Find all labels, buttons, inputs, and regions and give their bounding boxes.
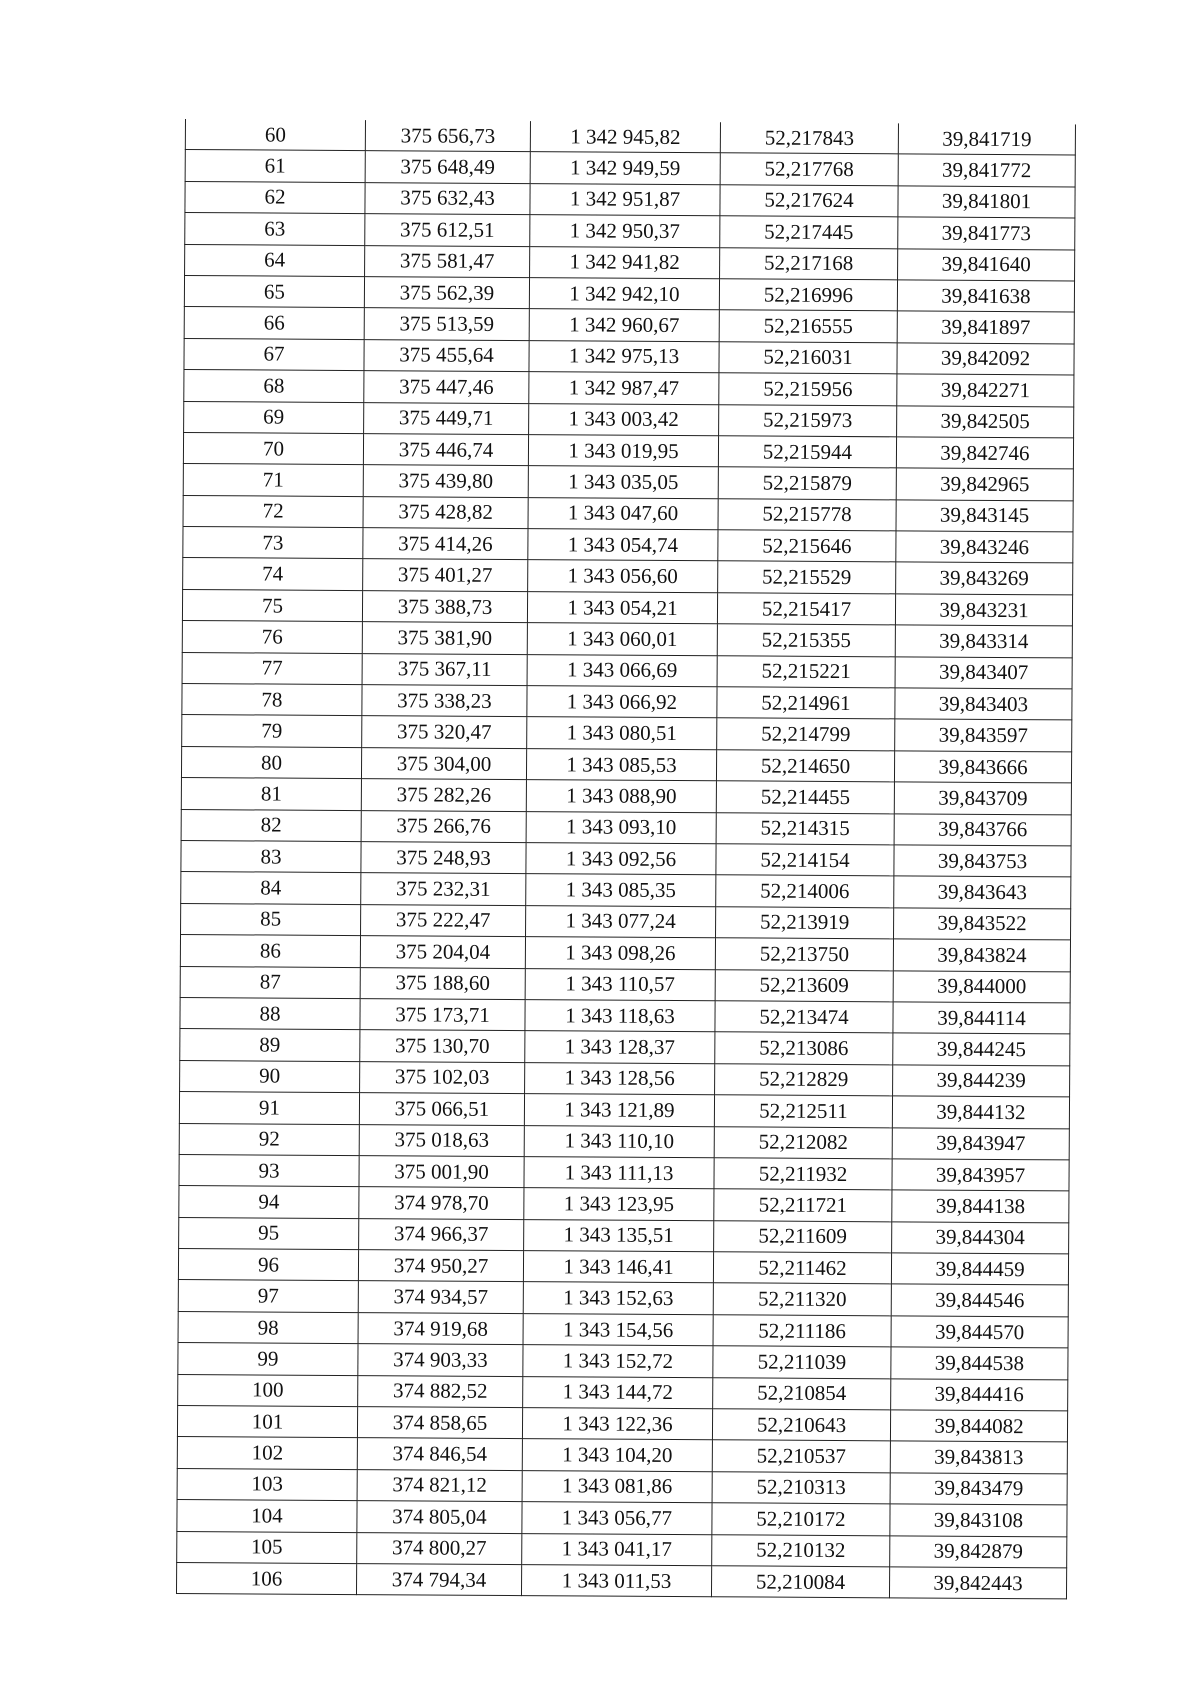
point-number-cell: 100 (178, 1374, 358, 1406)
point-number-cell: 90 (180, 1060, 360, 1092)
point-number-cell: 87 (180, 966, 360, 998)
y-coordinate-cell: 1 343 085,35 (526, 874, 716, 907)
x-coordinate-cell: 375 581,47 (365, 245, 530, 277)
latitude-cell: 52,214455 (716, 781, 894, 813)
longitude-cell: 39,844082 (890, 1410, 1067, 1442)
point-number-cell: 78 (182, 684, 362, 716)
latitude-cell: 52,211039 (713, 1346, 891, 1378)
x-coordinate-cell: 375 447,46 (364, 371, 529, 403)
y-coordinate-cell: 1 343 152,72 (523, 1345, 713, 1378)
y-coordinate-cell: 1 343 110,10 (524, 1125, 714, 1158)
latitude-cell: 52,217843 (720, 122, 898, 154)
point-number-cell: 81 (181, 778, 361, 810)
x-coordinate-cell: 374 950,27 (358, 1250, 523, 1282)
point-number-cell: 60 (185, 119, 365, 151)
y-coordinate-cell: 1 343 135,51 (524, 1219, 714, 1252)
x-coordinate-cell: 375 367,11 (362, 653, 527, 685)
y-coordinate-cell: 1 343 146,41 (523, 1251, 713, 1284)
longitude-cell: 39,841640 (898, 248, 1075, 280)
longitude-cell: 39,843246 (896, 531, 1073, 563)
point-number-cell: 62 (185, 181, 365, 213)
x-coordinate-cell: 375 656,73 (365, 120, 530, 152)
latitude-cell: 52,211932 (714, 1158, 892, 1190)
longitude-cell: 39,844132 (892, 1096, 1069, 1128)
y-coordinate-cell: 1 343 104,20 (522, 1439, 712, 1472)
latitude-cell: 52,212511 (714, 1095, 892, 1127)
latitude-cell: 52,215417 (717, 593, 895, 625)
longitude-cell: 39,843813 (890, 1441, 1067, 1473)
x-coordinate-cell: 375 304,00 (361, 747, 526, 779)
longitude-cell: 39,843145 (896, 500, 1073, 532)
x-coordinate-cell: 374 794,34 (356, 1564, 521, 1596)
y-coordinate-cell: 1 343 122,36 (522, 1408, 712, 1441)
longitude-cell: 39,843108 (890, 1504, 1067, 1536)
point-number-cell: 70 (183, 432, 363, 464)
x-coordinate-cell: 374 882,52 (358, 1375, 523, 1407)
latitude-cell: 52,210537 (712, 1440, 890, 1472)
x-coordinate-cell: 375 513,59 (364, 308, 529, 340)
y-coordinate-cell: 1 343 092,56 (526, 843, 716, 876)
x-coordinate-cell: 374 978,70 (359, 1187, 524, 1219)
y-coordinate-cell: 1 343 093,10 (526, 811, 716, 844)
point-number-cell: 65 (184, 275, 364, 307)
point-number-cell: 101 (177, 1405, 357, 1437)
longitude-cell: 39,843269 (896, 562, 1073, 594)
coordinates-table-body (176, 119, 1075, 1599)
longitude-cell: 39,844538 (891, 1347, 1068, 1379)
latitude-cell: 52,213086 (715, 1032, 893, 1064)
longitude-cell: 39,844245 (893, 1033, 1070, 1065)
y-coordinate-cell: 1 342 975,13 (529, 340, 719, 373)
y-coordinate-cell: 1 343 121,89 (524, 1094, 714, 1127)
y-coordinate-cell: 1 343 019,95 (528, 435, 718, 468)
longitude-cell: 39,843407 (895, 656, 1072, 688)
y-coordinate-cell: 1 343 144,72 (523, 1376, 713, 1409)
longitude-cell: 39,844416 (891, 1378, 1068, 1410)
latitude-cell: 52,214961 (717, 687, 895, 719)
y-coordinate-cell: 1 343 128,56 (525, 1062, 715, 1095)
point-number-cell: 102 (177, 1437, 357, 1469)
longitude-cell: 39,844546 (891, 1284, 1068, 1316)
longitude-cell: 39,843522 (894, 908, 1071, 940)
latitude-cell: 52,210172 (712, 1503, 890, 1535)
y-coordinate-cell: 1 343 118,63 (525, 1000, 715, 1033)
longitude-cell: 39,844304 (892, 1222, 1069, 1254)
longitude-cell: 39,844459 (891, 1253, 1068, 1285)
point-number-cell: 93 (179, 1154, 359, 1186)
longitude-cell: 39,841801 (898, 186, 1075, 218)
y-coordinate-cell: 1 343 154,56 (523, 1313, 713, 1346)
point-number-cell: 95 (179, 1217, 359, 1249)
y-coordinate-cell: 1 343 077,24 (526, 905, 716, 938)
longitude-cell: 39,842443 (889, 1567, 1066, 1599)
longitude-cell: 39,841772 (898, 154, 1075, 186)
longitude-cell: 39,844138 (892, 1190, 1069, 1222)
longitude-cell: 39,843766 (894, 813, 1071, 845)
x-coordinate-cell: 375 562,39 (364, 277, 529, 309)
latitude-cell: 52,216996 (719, 279, 897, 311)
x-coordinate-cell: 375 455,64 (364, 339, 529, 371)
latitude-cell: 52,211721 (714, 1189, 892, 1221)
longitude-cell: 39,843947 (892, 1127, 1069, 1159)
latitude-cell: 52,217624 (720, 185, 898, 217)
point-number-cell: 83 (181, 840, 361, 872)
x-coordinate-cell: 375 338,23 (362, 685, 527, 717)
x-coordinate-cell: 374 903,33 (358, 1344, 523, 1376)
y-coordinate-cell: 1 343 041,17 (522, 1533, 712, 1566)
point-number-cell: 61 (185, 150, 365, 182)
latitude-cell: 52,217168 (720, 247, 898, 279)
point-number-cell: 71 (183, 464, 363, 496)
latitude-cell: 52,213919 (716, 907, 894, 939)
y-coordinate-cell: 1 343 080,51 (527, 717, 717, 750)
x-coordinate-cell: 374 919,68 (358, 1312, 523, 1344)
longitude-cell: 39,843643 (894, 876, 1071, 908)
point-number-cell: 99 (178, 1343, 358, 1375)
x-coordinate-cell: 375 188,60 (360, 967, 525, 999)
y-coordinate-cell: 1 342 949,59 (530, 152, 720, 185)
x-coordinate-cell: 374 821,12 (357, 1469, 522, 1501)
y-coordinate-cell: 1 343 085,53 (526, 748, 716, 781)
point-number-cell: 88 (180, 997, 360, 1029)
x-coordinate-cell: 375 401,27 (363, 559, 528, 591)
longitude-cell: 39,844239 (893, 1065, 1070, 1097)
point-number-cell: 75 (182, 589, 362, 621)
latitude-cell: 52,211462 (713, 1252, 891, 1284)
coordinates-table (176, 119, 1076, 1600)
point-number-cell: 68 (184, 370, 364, 402)
point-number-cell: 72 (183, 495, 363, 527)
longitude-cell: 39,843957 (892, 1159, 1069, 1191)
x-coordinate-cell: 375 130,70 (360, 1030, 525, 1062)
latitude-cell: 52,212082 (714, 1126, 892, 1158)
latitude-cell: 52,210313 (712, 1472, 890, 1504)
longitude-cell: 39,842505 (897, 405, 1074, 437)
longitude-cell: 39,844114 (893, 1002, 1070, 1034)
x-coordinate-cell: 374 846,54 (357, 1438, 522, 1470)
y-coordinate-cell: 1 343 054,74 (528, 529, 718, 562)
y-coordinate-cell: 1 343 056,77 (522, 1502, 712, 1535)
point-number-cell: 84 (181, 872, 361, 904)
x-coordinate-cell: 375 449,71 (364, 402, 529, 434)
x-coordinate-cell: 375 222,47 (361, 904, 526, 936)
x-coordinate-cell: 374 934,57 (358, 1281, 523, 1313)
point-number-cell: 105 (177, 1531, 357, 1563)
latitude-cell: 52,213609 (715, 969, 893, 1001)
x-coordinate-cell: 375 381,90 (362, 622, 527, 654)
longitude-cell: 39,841719 (898, 123, 1075, 155)
y-coordinate-cell: 1 343 035,05 (528, 466, 718, 499)
longitude-cell: 39,844570 (891, 1316, 1068, 1348)
latitude-cell: 52,212829 (715, 1063, 893, 1095)
y-coordinate-cell: 1 343 047,60 (528, 497, 718, 530)
y-coordinate-cell: 1 343 003,42 (529, 403, 719, 436)
latitude-cell: 52,215355 (717, 624, 895, 656)
x-coordinate-cell: 374 966,37 (359, 1218, 524, 1250)
y-coordinate-cell: 1 342 941,82 (530, 246, 720, 279)
y-coordinate-cell: 1 343 054,21 (527, 591, 717, 624)
y-coordinate-cell: 1 343 152,63 (523, 1282, 713, 1315)
x-coordinate-cell: 375 612,51 (365, 214, 530, 246)
latitude-cell: 52,214650 (716, 750, 894, 782)
longitude-cell: 39,841773 (898, 217, 1075, 249)
latitude-cell: 52,215956 (719, 373, 897, 405)
longitude-cell: 39,842271 (897, 374, 1074, 406)
y-coordinate-cell: 1 343 111,13 (524, 1156, 714, 1189)
x-coordinate-cell: 375 102,03 (360, 1061, 525, 1093)
x-coordinate-cell: 374 800,27 (357, 1532, 522, 1564)
x-coordinate-cell: 375 248,93 (361, 842, 526, 874)
point-number-cell: 94 (179, 1186, 359, 1218)
y-coordinate-cell: 1 343 060,01 (527, 623, 717, 656)
point-number-cell: 76 (182, 621, 362, 653)
x-coordinate-cell: 375 446,74 (363, 434, 528, 466)
x-coordinate-cell: 375 428,82 (363, 496, 528, 528)
point-number-cell: 63 (185, 213, 365, 245)
y-coordinate-cell: 1 343 128,37 (525, 1031, 715, 1064)
table-row (176, 1562, 1066, 1599)
longitude-cell: 39,843231 (895, 594, 1072, 626)
latitude-cell: 52,210084 (711, 1566, 889, 1598)
latitude-cell: 52,216031 (719, 342, 897, 374)
x-coordinate-cell: 375 266,76 (361, 810, 526, 842)
x-coordinate-cell: 375 388,73 (362, 590, 527, 622)
longitude-cell: 39,842092 (897, 343, 1074, 375)
point-number-cell: 66 (184, 307, 364, 339)
longitude-cell: 39,843824 (893, 939, 1070, 971)
x-coordinate-cell: 375 173,71 (360, 999, 525, 1031)
point-number-cell: 89 (180, 1029, 360, 1061)
point-number-cell: 103 (177, 1468, 357, 1500)
x-coordinate-cell: 374 858,65 (357, 1407, 522, 1439)
latitude-cell: 52,217768 (720, 153, 898, 185)
x-coordinate-cell: 375 282,26 (361, 779, 526, 811)
y-coordinate-cell: 1 342 942,10 (529, 278, 719, 311)
point-number-cell: 73 (183, 527, 363, 559)
point-number-cell: 98 (178, 1311, 358, 1343)
point-number-cell: 82 (181, 809, 361, 841)
y-coordinate-cell: 1 342 960,67 (529, 309, 719, 342)
latitude-cell: 52,215944 (718, 436, 896, 468)
y-coordinate-cell: 1 342 945,82 (530, 121, 720, 153)
longitude-cell: 39,841897 (897, 311, 1074, 343)
point-number-cell: 91 (179, 1092, 359, 1124)
latitude-cell: 52,211320 (713, 1283, 891, 1315)
y-coordinate-cell: 1 342 951,87 (530, 183, 720, 216)
point-number-cell: 106 (176, 1562, 356, 1594)
x-coordinate-cell: 375 204,04 (360, 936, 525, 968)
y-coordinate-cell: 1 343 011,53 (521, 1565, 711, 1598)
y-coordinate-cell: 1 343 088,90 (526, 780, 716, 813)
x-coordinate-cell: 375 439,80 (363, 465, 528, 497)
y-coordinate-cell: 1 343 066,69 (527, 654, 717, 687)
longitude-cell: 39,843403 (895, 688, 1072, 720)
point-number-cell: 67 (184, 338, 364, 370)
latitude-cell: 52,216555 (719, 310, 897, 342)
latitude-cell: 52,210854 (713, 1377, 891, 1409)
longitude-cell: 39,841638 (897, 280, 1074, 312)
longitude-cell: 39,842879 (890, 1535, 1067, 1567)
latitude-cell: 52,215973 (719, 404, 897, 436)
point-number-cell: 74 (183, 558, 363, 590)
latitude-cell: 52,210132 (712, 1534, 890, 1566)
x-coordinate-cell: 375 232,31 (361, 873, 526, 905)
latitude-cell: 52,214006 (716, 875, 894, 907)
y-coordinate-cell: 1 343 110,57 (525, 968, 715, 1001)
point-number-cell: 69 (184, 401, 364, 433)
longitude-cell: 39,843314 (895, 625, 1072, 657)
longitude-cell: 39,843666 (894, 751, 1071, 783)
y-coordinate-cell: 1 343 098,26 (525, 937, 715, 970)
longitude-cell: 39,842965 (896, 468, 1073, 500)
latitude-cell: 52,217445 (720, 216, 898, 248)
longitude-cell: 39,843479 (890, 1473, 1067, 1505)
point-number-cell: 64 (185, 244, 365, 276)
longitude-cell: 39,843597 (895, 719, 1072, 751)
latitude-cell: 52,214154 (716, 844, 894, 876)
x-coordinate-cell: 374 805,04 (357, 1501, 522, 1533)
point-number-cell: 77 (182, 652, 362, 684)
x-coordinate-cell: 375 001,90 (359, 1155, 524, 1187)
latitude-cell: 52,215646 (718, 530, 896, 562)
y-coordinate-cell: 1 342 950,37 (530, 215, 720, 248)
point-number-cell: 96 (178, 1249, 358, 1281)
point-number-cell: 79 (182, 715, 362, 747)
y-coordinate-cell: 1 343 123,95 (524, 1188, 714, 1221)
y-coordinate-cell: 1 342 987,47 (529, 372, 719, 405)
y-coordinate-cell: 1 343 056,60 (528, 560, 718, 593)
x-coordinate-cell: 375 066,51 (359, 1093, 524, 1125)
point-number-cell: 86 (180, 935, 360, 967)
latitude-cell: 52,210643 (712, 1409, 890, 1441)
latitude-cell: 52,215221 (717, 655, 895, 687)
x-coordinate-cell: 375 018,63 (359, 1124, 524, 1156)
latitude-cell: 52,214799 (717, 718, 895, 750)
point-number-cell: 85 (181, 903, 361, 935)
point-number-cell: 97 (178, 1280, 358, 1312)
latitude-cell: 52,213474 (715, 1001, 893, 1033)
x-coordinate-cell: 375 414,26 (363, 528, 528, 560)
latitude-cell: 52,215778 (718, 498, 896, 530)
latitude-cell: 52,215529 (718, 561, 896, 593)
latitude-cell: 52,213750 (715, 938, 893, 970)
latitude-cell: 52,211609 (714, 1220, 892, 1252)
latitude-cell: 52,214315 (716, 812, 894, 844)
y-coordinate-cell: 1 343 066,92 (527, 686, 717, 719)
x-coordinate-cell: 375 648,49 (365, 151, 530, 183)
latitude-cell: 52,211186 (713, 1315, 891, 1347)
longitude-cell: 39,844000 (893, 970, 1070, 1002)
latitude-cell: 52,215879 (718, 467, 896, 499)
longitude-cell: 39,842746 (896, 437, 1073, 469)
x-coordinate-cell: 375 320,47 (362, 716, 527, 748)
x-coordinate-cell: 375 632,43 (365, 182, 530, 214)
longitude-cell: 39,843709 (894, 782, 1071, 814)
longitude-cell: 39,843753 (894, 845, 1071, 877)
y-coordinate-cell: 1 343 081,86 (522, 1470, 712, 1503)
point-number-cell: 92 (179, 1123, 359, 1155)
point-number-cell: 104 (177, 1500, 357, 1532)
point-number-cell: 80 (181, 746, 361, 778)
